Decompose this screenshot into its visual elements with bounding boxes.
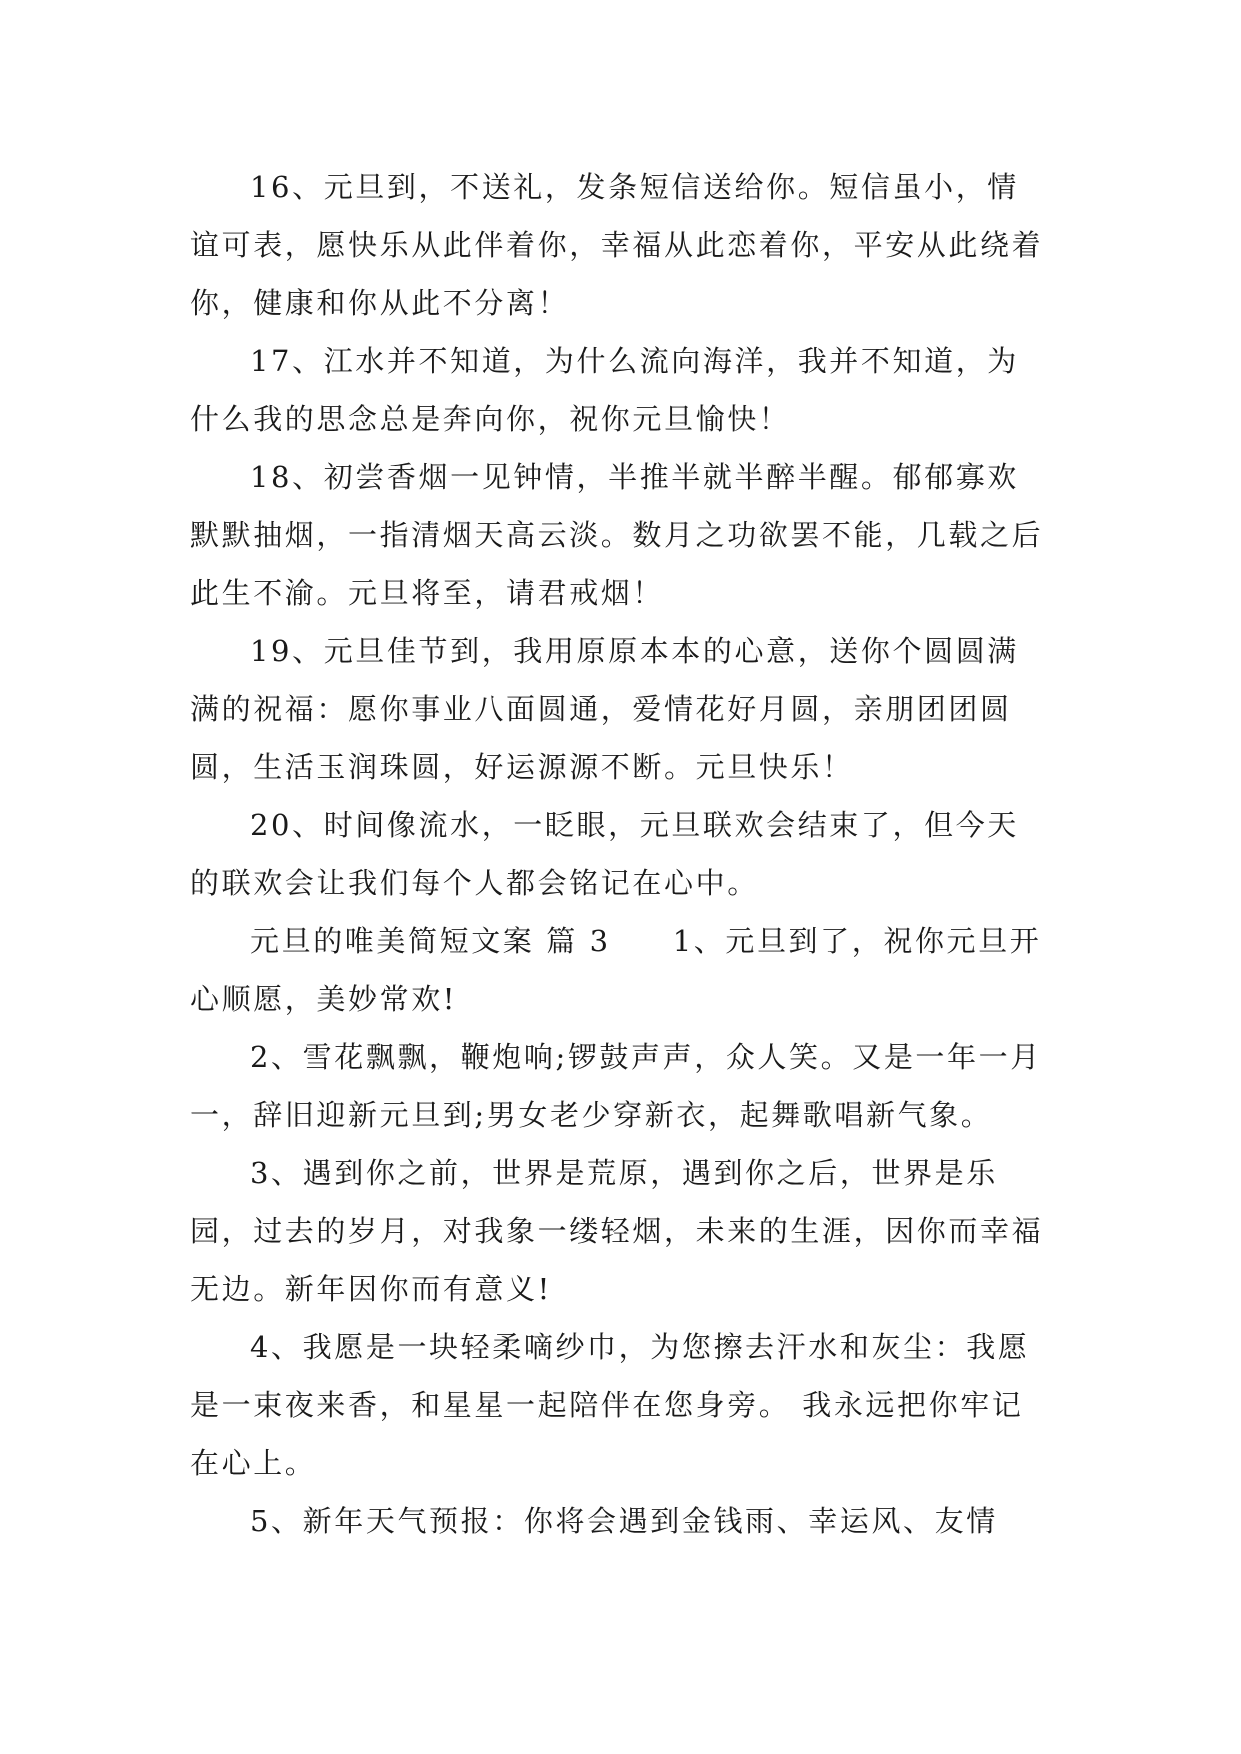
paragraph-2: 2、雪花飘飘，鞭炮响;锣鼓声声，众人笑。又是一年一月一，辞旧迎新元旦到;男女老少穿新衣，起舞歌唱新气象。 [190, 1040, 1042, 1132]
paragraph-20: 20、时间像流水，一眨眼，元旦联欢会结束了，但今天的联欢会让我们每个人都会铭记在心中。 [190, 808, 1019, 900]
paragraph-18: 18、初尝香烟一见钟情，半推半就半醉半醒。郁郁寡欢默默抽烟，一指清烟天高云淡。数月之功欲罢不能，几载之后此生不渝。元旦将至，请君戒烟！ [190, 460, 1044, 610]
paragraph-19: 19、元旦佳节到，我用原原本本的心意，送你个圆圆满满的祝福：愿你事业八面圆通，爱情花好月圆，亲朋团团圆圆，生活玉润珠圆，好运源源不断。元旦快乐！ [190, 634, 1019, 784]
section-heading-paragraph [190, 912, 1050, 1028]
paragraph-4: 4、我愿是一块轻柔嘀纱巾，为您擦去汗水和灰尘：我愿是一束夜来香，和星星一起陪伴在您身旁。 我永远把你牢记在心上。 [190, 1330, 1030, 1480]
paragraph-3: 3、遇到你之前，世界是荒原，遇到你之后，世界是乐园，过去的岁月，对我象一缕轻烟，未来的生涯，因你而幸福无边。新年因你而有意义! [190, 1156, 1044, 1306]
paragraph-16: 16、元旦到，不送礼，发条短信送给你。短信虽小，情谊可表，愿快乐从此伴着你，幸福从此恋着你，平安从此绕着你，健康和你从此不分离！ [190, 170, 1044, 320]
paragraph-17: 17、江水并不知道，为什么流向海洋，我并不知道，为什么我的思念总是奔向你，祝你元旦愉快！ [190, 344, 1019, 436]
section-title: 元旦的唯美简短文案 篇 3 [250, 924, 611, 958]
section-first-item: 1、元旦到了，祝你元旦开心顺愿，美妙常欢! [190, 924, 1042, 1016]
paragraph-5: 5、新年天气预报：你将会遇到金钱雨、幸运风、友情 [250, 1504, 998, 1538]
document-page [190, 158, 1050, 1550]
